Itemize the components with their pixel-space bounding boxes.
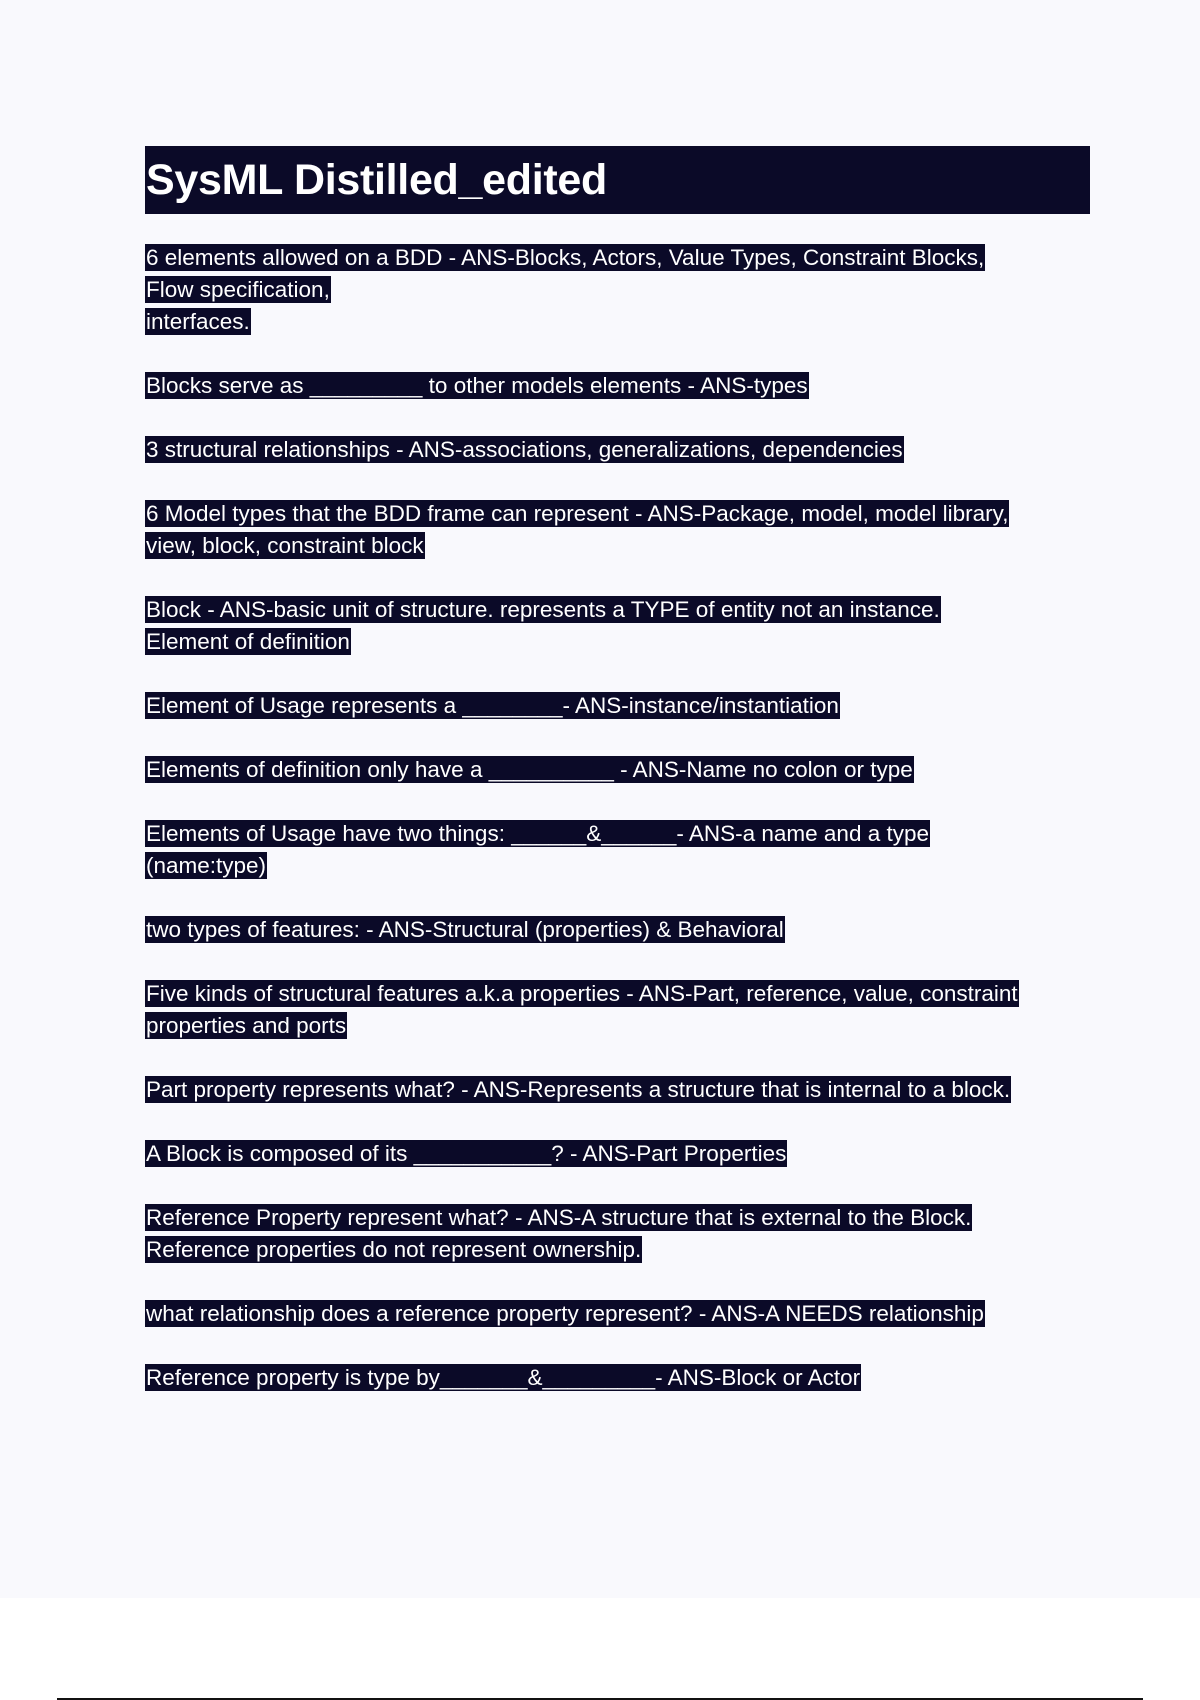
qa-item — [145, 1202, 1090, 1266]
qa-line-text: properties and ports — [146, 1013, 347, 1038]
qa-line — [145, 530, 1090, 562]
qa-line — [145, 626, 1090, 658]
qa-line — [145, 850, 1090, 882]
qa-line — [145, 1298, 1090, 1330]
qa-line-text: interfaces. — [146, 309, 250, 334]
qa-line-text: 3 structural relationships - ANS-associations, generalizations, dependencies — [146, 437, 903, 462]
qa-line — [145, 1362, 1090, 1394]
qa-line-text: 6 Model types that the BDD frame can represent - ANS-Package, model, model library, — [146, 501, 1009, 526]
qa-item — [145, 1362, 1090, 1394]
qa-line-text: Reference Property represent what? - ANS-A structure that is external to the Block. — [146, 1205, 972, 1230]
qa-line — [145, 1202, 1090, 1234]
qa-item — [145, 690, 1090, 722]
qa-item — [145, 978, 1090, 1042]
qa-line-text: Part property represents what? - ANS-Represents a structure that is internal to a block. — [146, 1077, 1011, 1102]
qa-line — [145, 242, 1090, 274]
qa-line — [145, 306, 1090, 338]
qa-line-text: 6 elements allowed on a BDD - ANS-Blocks, Actors, Value Types, Constraint Blocks, — [146, 245, 985, 270]
qa-line — [145, 754, 1090, 786]
qa-item — [145, 498, 1090, 562]
document-title: SysML Distilled_edited — [145, 146, 1090, 214]
qa-line — [145, 1234, 1090, 1266]
qa-line — [145, 434, 1090, 466]
qa-line-text: Elements of Usage have two things: ______&______- ANS-a name and a type — [146, 821, 930, 846]
qa-item — [145, 242, 1090, 338]
qa-item — [145, 754, 1090, 786]
qa-line-text: view, block, constraint block — [146, 533, 424, 558]
qa-line-text: A Block is composed of its ___________? - ANS-Part Properties — [146, 1141, 787, 1166]
qa-line-text: Elements of definition only have a __________ - ANS-Name no colon or type — [146, 757, 913, 782]
qa-line — [145, 818, 1090, 850]
qa-line-text: (name:type) — [146, 853, 267, 878]
qa-line — [145, 978, 1090, 1010]
qa-line-text: two types of features: - ANS-Structural (properties) & Behavioral — [146, 917, 784, 942]
qa-line-text: Five kinds of structural features a.k.a properties - ANS-Part, reference, value, constraint — [146, 981, 1018, 1006]
qa-line — [145, 370, 1090, 402]
qa-line — [145, 594, 1090, 626]
qa-item — [145, 818, 1090, 882]
qa-line-text: Reference property is type by_______&_________- ANS-Block or Actor — [146, 1365, 861, 1390]
qa-item — [145, 434, 1090, 466]
qa-line-text: Reference properties do not represent ownership. — [146, 1237, 642, 1262]
qa-line-text: Element of Usage represents a ________- ANS-instance/instantiation — [146, 693, 839, 718]
qa-item — [145, 914, 1090, 946]
qa-item — [145, 370, 1090, 402]
qa-line — [145, 498, 1090, 530]
qa-line — [145, 1074, 1090, 1106]
qa-line — [145, 274, 1090, 306]
document-page — [145, 146, 1090, 1426]
qa-list — [145, 242, 1090, 1394]
qa-item — [145, 1138, 1090, 1170]
qa-line — [145, 690, 1090, 722]
page-bottom-margin — [0, 1598, 1200, 1700]
qa-line-text: Blocks serve as _________ to other models elements - ANS-types — [146, 373, 808, 398]
qa-line-text: Flow specification, — [146, 277, 330, 302]
qa-line — [145, 1010, 1090, 1042]
qa-line-text: Block - ANS-basic unit of structure. represents a TYPE of entity not an instance. — [146, 597, 940, 622]
qa-item — [145, 1074, 1090, 1106]
qa-line-text: Element of definition — [146, 629, 350, 654]
qa-line — [145, 1138, 1090, 1170]
qa-item — [145, 1298, 1090, 1330]
qa-line — [145, 914, 1090, 946]
qa-line-text: what relationship does a reference property represent? - ANS-A NEEDS relationship — [146, 1301, 984, 1326]
qa-item — [145, 594, 1090, 658]
